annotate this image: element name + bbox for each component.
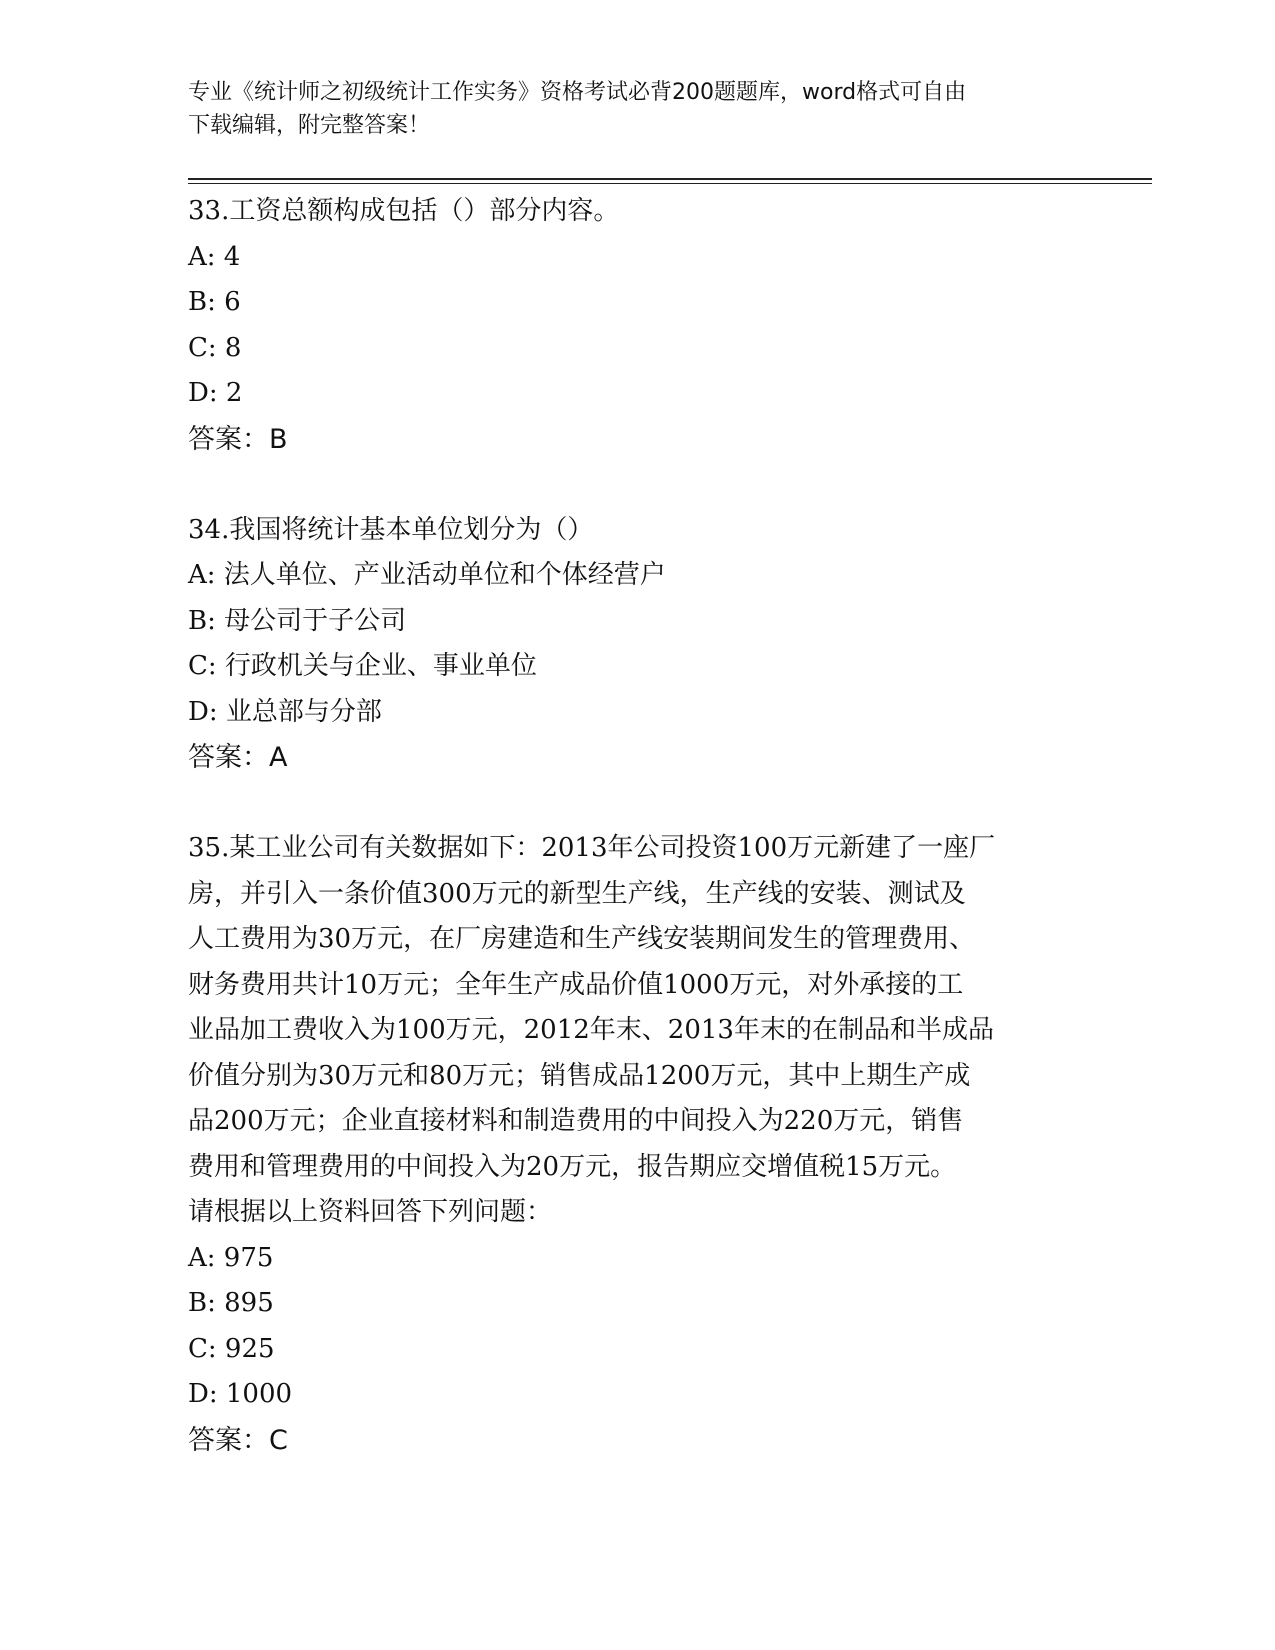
question-text-line: 品200万元；企业直接材料和制造费用的中间投入为220万元，销售 — [188, 1106, 964, 1136]
option-c: C: 行政机关与企业、事业单位 — [188, 651, 537, 681]
header-line-2: 下载编辑，附完整答案！ — [188, 113, 431, 138]
spacer — [188, 781, 1088, 827]
header-divider-thin — [188, 183, 1152, 184]
option-c: C: 925 — [188, 1333, 275, 1364]
option-b: B: 895 — [188, 1288, 274, 1318]
answer: 答案：C — [188, 1424, 288, 1456]
spacer — [188, 462, 1088, 508]
question-text-line: 35.某工业公司有关数据如下：2013年公司投资100万元新建了一座厂 — [188, 833, 996, 863]
question-33 — [188, 189, 1088, 462]
option-d: D: 业总部与分部 — [188, 696, 382, 727]
option-b: B: 母公司于子公司 — [188, 605, 407, 636]
question-text: 33.工资总额构成包括（）部分内容。 — [188, 196, 620, 226]
option-c: C: 8 — [188, 332, 242, 363]
question-text-line: 价值分别为30万元和80万元；销售成品1200万元，其中上期生产成 — [188, 1060, 971, 1091]
question-text-line: 房，并引入一条价值300万元的新型生产线，生产线的安装、测试及 — [188, 878, 966, 909]
document-header — [188, 76, 1088, 142]
question-text-line: 人工费用为30万元，在厂房建造和生产线安装期间发生的管理费用、 — [188, 924, 976, 954]
question-text-line: 业品加工费收入为100万元，2012年末、2013年末的在制品和半成品 — [188, 1015, 994, 1045]
option-a: A: 4 — [188, 241, 241, 272]
question-list — [188, 189, 1088, 1463]
answer: 答案：B — [188, 423, 288, 455]
question-text-line: 财务费用共计10万元；全年生产成品价值1000万元，对外承接的工 — [188, 969, 964, 1000]
header-line-1: 专业《统计师之初级统计工作实务》资格考试必背200题题库，word格式可自由 — [188, 80, 967, 105]
question-34 — [188, 508, 1088, 781]
question-35 — [188, 826, 1088, 1463]
header-divider-thick — [188, 178, 1152, 180]
question-text: 34.我国将统计基本单位划分为（） — [188, 514, 594, 545]
answer: 答案：A — [188, 742, 288, 773]
option-d: D: 1000 — [188, 1379, 293, 1409]
option-a: A: 975 — [188, 1242, 274, 1273]
question-text-line: 费用和管理费用的中间投入为20万元，报告期应交增值税15万元。 — [188, 1151, 957, 1182]
option-b: B: 6 — [188, 287, 241, 317]
question-text-line: 请根据以上资料回答下列问题： — [188, 1197, 553, 1227]
option-d: D: 2 — [188, 378, 243, 408]
option-a: A: 法人单位、产业活动单位和个体经营户 — [188, 560, 666, 590]
